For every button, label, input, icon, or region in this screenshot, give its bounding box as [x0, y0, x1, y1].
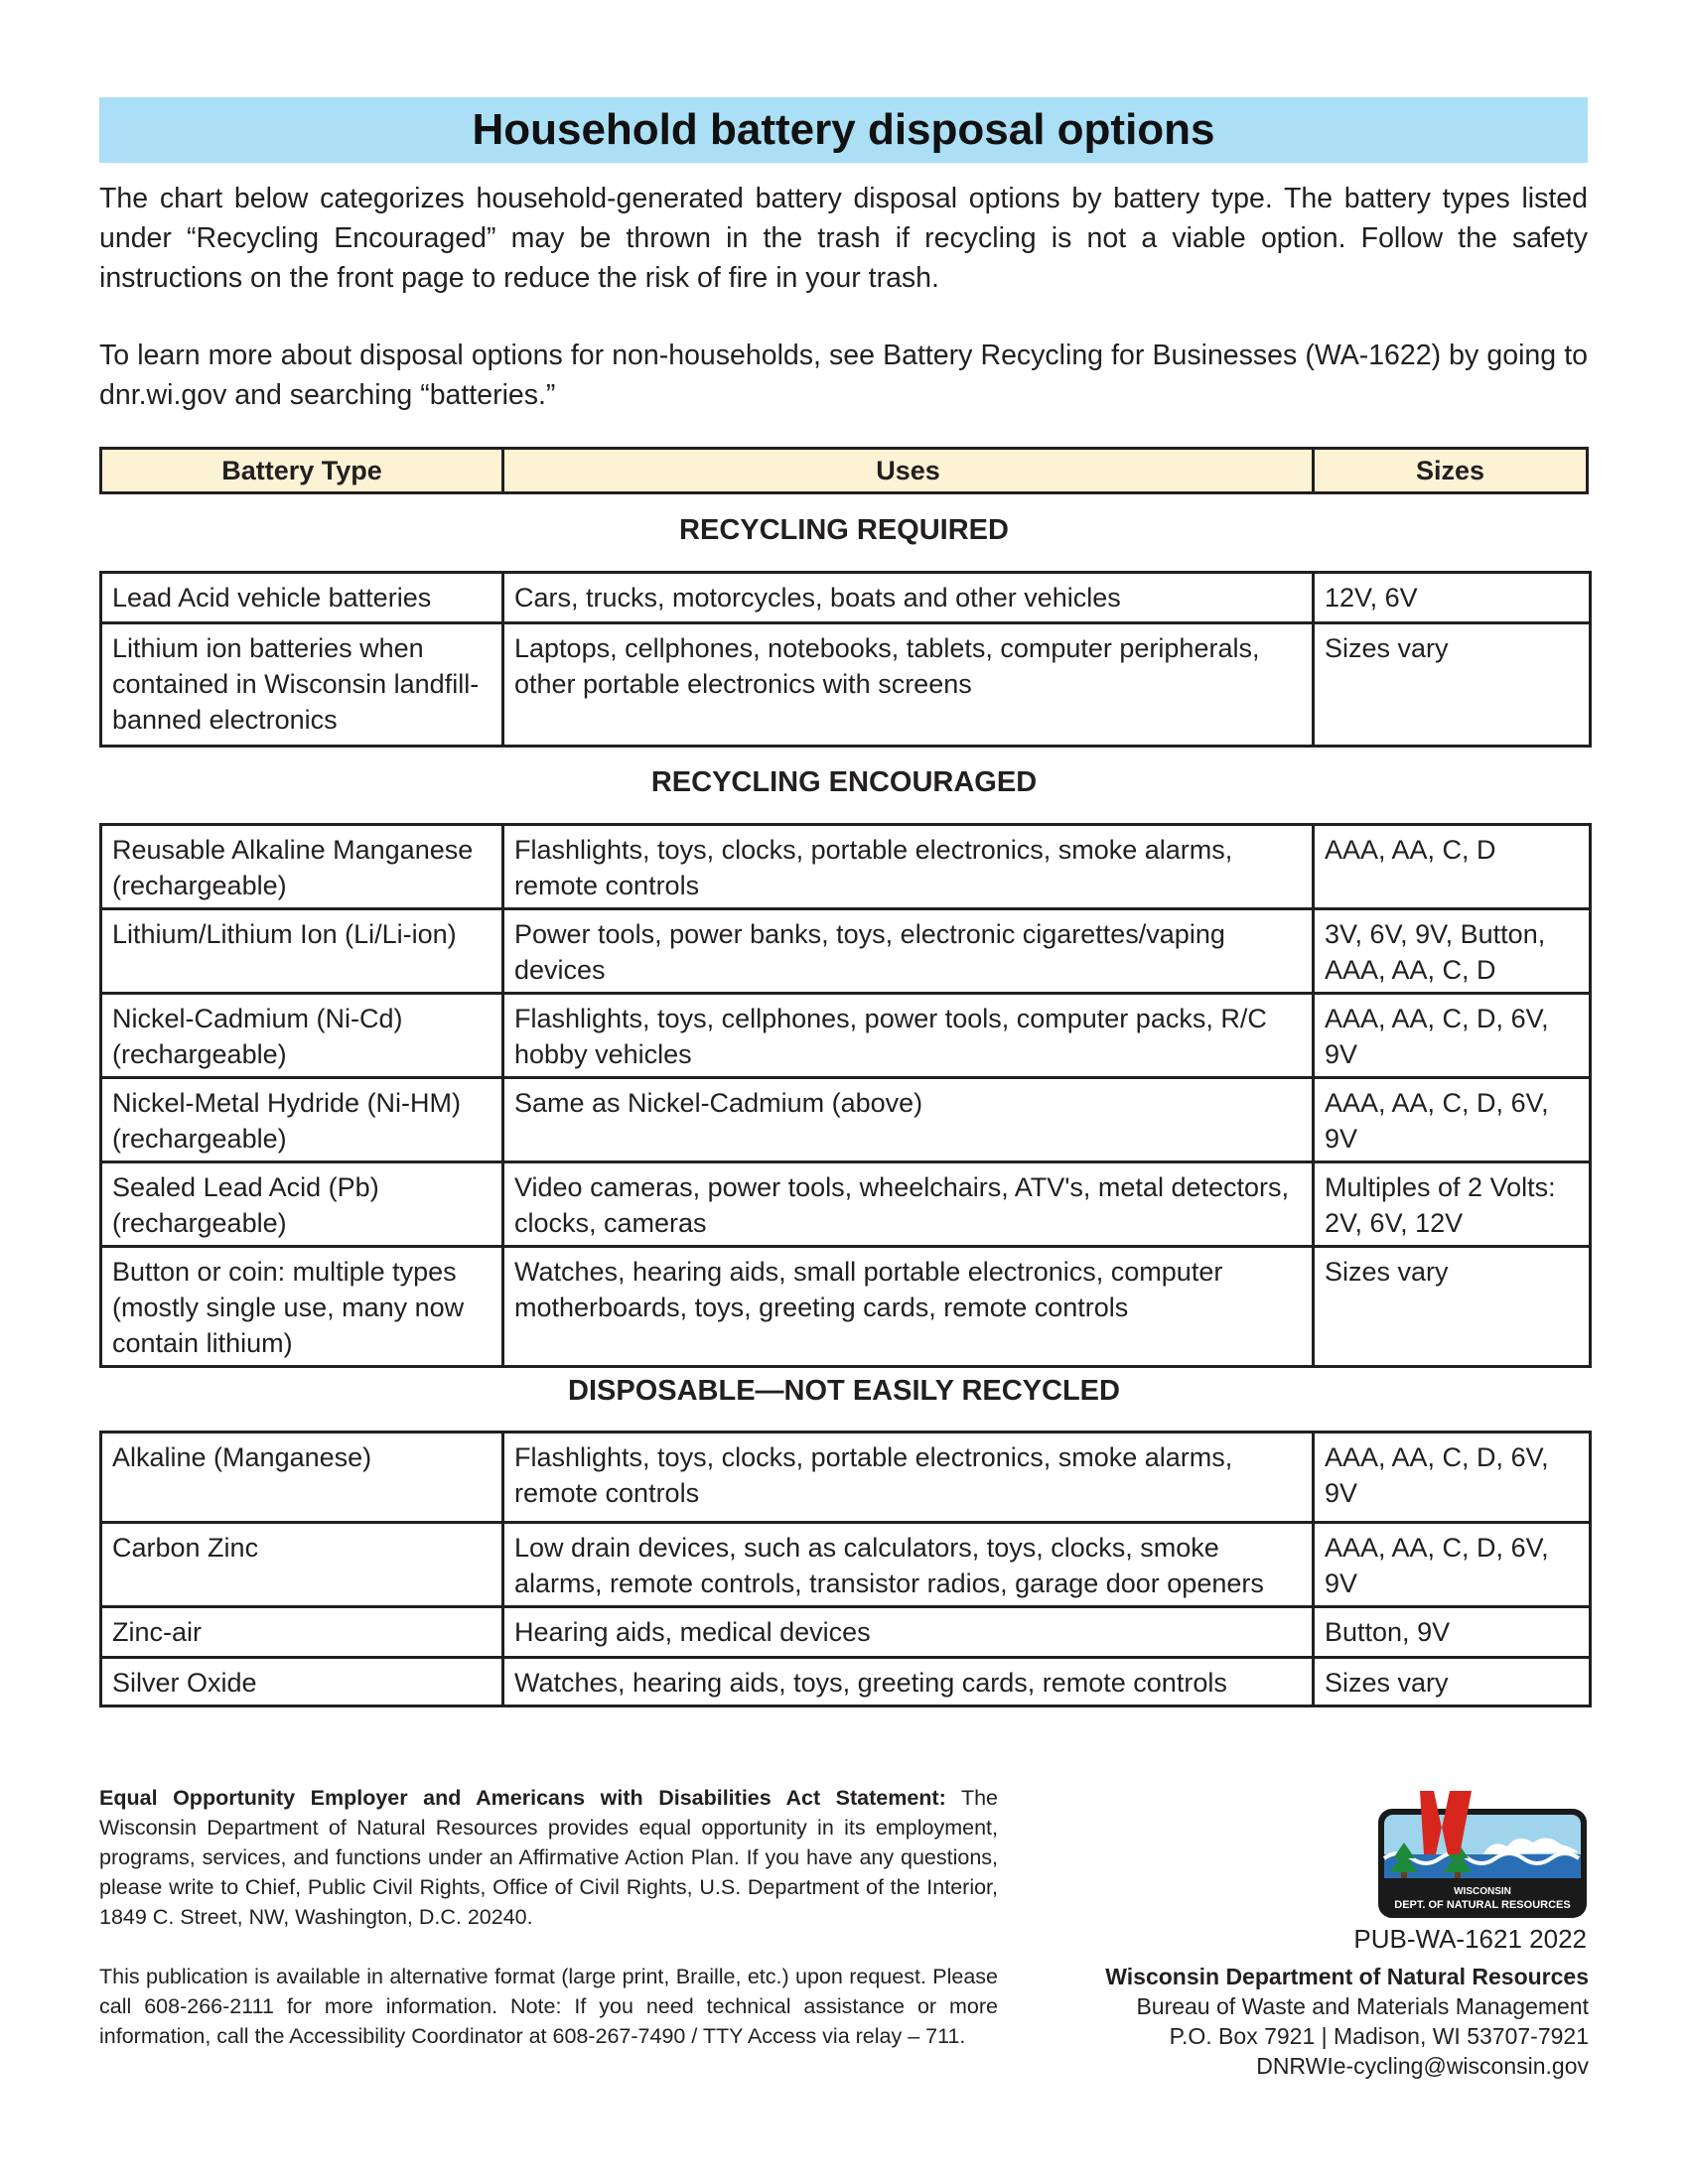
table-row [101, 1523, 1591, 1607]
cell-battery-type: Zinc-air [101, 1607, 503, 1658]
cell-sizes: 3V, 6V, 9V, Button, AAA, AA, C, D [1314, 909, 1591, 994]
table-recycling-encouraged [99, 823, 1592, 1368]
table-row [101, 994, 1591, 1078]
intro-paragraph: To learn more about disposal options for non-households, see Battery Recycling for Businesses (WA-1622) by going to dnr.wi.gov and searching “batteries.” [99, 340, 1588, 411]
cell-sizes: AAA, AA, C, D, 6V, 9V [1314, 1433, 1591, 1523]
eeo-text: The Wisconsin Department of Natural Resources provides equal opportunity in its employment, programs, services, and functions under an Affirmative Action Plan. If you have any questions, please write to Chief, Public Civil Rights, Office of Civil Rights, U.S. Department of the Interior, 1849 C. Street, NW, Washington, D.C. 20240. [99, 1786, 998, 1929]
cell-sizes: Sizes vary [1314, 623, 1591, 747]
cell-battery-type: Lead Acid vehicle batteries [101, 573, 503, 623]
cell-uses: Flashlights, toys, cellphones, power tools, computer packs, R/C hobby vehicles [503, 994, 1314, 1078]
cell-uses: Hearing aids, medical devices [503, 1607, 1314, 1658]
agency-contact [1105, 1962, 1589, 2081]
cell-sizes: Button, 9V [1314, 1607, 1591, 1658]
table-row [101, 825, 1591, 909]
cell-sizes: AAA, AA, C, D, 6V, 9V [1314, 994, 1591, 1078]
cell-battery-type: Alkaline (Manganese) [101, 1433, 503, 1523]
table-row [101, 1658, 1591, 1706]
table-header [99, 447, 1589, 494]
table-row [101, 909, 1591, 994]
cell-battery-type: Nickel-Metal Hydride (Ni-HM) (rechargeable) [101, 1078, 503, 1162]
cell-battery-type: Reusable Alkaline Manganese (rechargeable) [101, 825, 503, 909]
column-header-uses: Uses [504, 450, 1315, 491]
cell-uses: Video cameras, power tools, wheelchairs, ATV's, metal detectors, clocks, cameras [503, 1162, 1314, 1247]
cell-battery-type: Button or coin: multiple types (mostly single use, many now contain lithium) [101, 1247, 503, 1367]
svg-text:DEPT. OF NATURAL RESOURCES: DEPT. OF NATURAL RESOURCES [1394, 1899, 1571, 1911]
svg-text:WISCONSIN: WISCONSIN [1454, 1886, 1511, 1897]
section-title-recycling-encouraged: RECYCLING ENCOURAGED [650, 766, 1038, 798]
cell-uses: Flashlights, toys, clocks, portable electronics, smoke alarms, remote controls [503, 1433, 1314, 1523]
cell-uses: Low drain devices, such as calculators, toys, clocks, smoke alarms, remote controls, transistor radios, garage door openers [503, 1523, 1314, 1607]
section-title-recycling-required: RECYCLING REQUIRED [679, 514, 1009, 546]
table-row [101, 1247, 1591, 1367]
cell-sizes: Sizes vary [1314, 1658, 1591, 1706]
table-row [101, 573, 1591, 623]
cell-uses: Flashlights, toys, clocks, portable electronics, smoke alarms, remote controls [503, 825, 1314, 909]
cell-sizes: AAA, AA, C, D [1314, 825, 1591, 909]
cell-uses: Laptops, cellphones, notebooks, tablets, computer peripherals, other portable electronics with screens [503, 623, 1314, 747]
table-row [101, 623, 1591, 747]
publication-id: PUB-WA-1621 2022 [1353, 1924, 1587, 1954]
table-row [101, 1078, 1591, 1162]
cell-battery-type: Nickel-Cadmium (Ni-Cd) (rechargeable) [101, 994, 503, 1078]
eeo-statement [99, 1783, 998, 1932]
cell-battery-type: Carbon Zinc [101, 1523, 503, 1607]
cell-battery-type: Sealed Lead Acid (Pb) (rechargeable) [101, 1162, 503, 1247]
cell-sizes: AAA, AA, C, D, 6V, 9V [1314, 1078, 1591, 1162]
cell-uses: Watches, hearing aids, toys, greeting cards, remote controls [503, 1658, 1314, 1706]
alt-format-notice: This publication is available in alternative format (large print, Braille, etc.) upon request. Please call 608-266-2111 for more information. Note: If you need technical assistance or more information, call the Accessibility Coordinator at 608-267-7490 / TTY Access via relay – 711. [99, 1965, 998, 2048]
eeo-heading: Equal Opportunity Employer and Americans with Disabilities Act Statement: [99, 1786, 946, 1810]
cell-uses: Cars, trucks, motorcycles, boats and other vehicles [503, 573, 1314, 623]
wdnr-logo [1376, 1789, 1589, 1920]
cell-sizes: Multiples of 2 Volts: 2V, 6V, 12V [1314, 1162, 1591, 1247]
contact-email: DNRWIe-cycling@wisconsin.gov [1256, 2053, 1589, 2079]
cell-uses: Power tools, power banks, toys, electronic cigarettes/vaping devices [503, 909, 1314, 994]
mailing-address: P.O. Box 7921 | Madison, WI 53707-7921 [1169, 2023, 1589, 2049]
table-row [101, 1162, 1591, 1247]
table-row [101, 1433, 1591, 1523]
agency-name: Wisconsin Department of Natural Resources [1105, 1964, 1589, 1989]
cell-sizes: Sizes vary [1314, 1247, 1591, 1367]
page-title: Household battery disposal options [472, 105, 1215, 154]
cell-battery-type: Lithium ion batteries when contained in Wisconsin landfill-banned electronics [101, 623, 503, 747]
bureau-name: Bureau of Waste and Materials Management [1136, 1993, 1589, 2019]
cell-uses: Watches, hearing aids, small portable electronics, computer motherboards, toys, greeting cards, remote controls [503, 1247, 1314, 1367]
table-recycling-required [99, 571, 1592, 748]
cell-battery-type: Lithium/Lithium Ion (Li/Li-ion) [101, 909, 503, 994]
column-header-sizes: Sizes [1415, 455, 1485, 485]
column-header-battery-type: Battery Type [102, 450, 504, 491]
section-title-disposable: DISPOSABLE—NOT EASILY RECYCLED [568, 1375, 1120, 1407]
footer-statements [99, 1783, 998, 2051]
table-row [101, 1607, 1591, 1658]
cell-battery-type: Silver Oxide [101, 1658, 503, 1706]
cell-uses: Same as Nickel-Cadmium (above) [503, 1078, 1314, 1162]
cell-sizes: 12V, 6V [1314, 573, 1591, 623]
cell-sizes: AAA, AA, C, D, 6V, 9V [1314, 1523, 1591, 1607]
table-disposable [99, 1431, 1592, 1707]
intro-paragraph: The chart below categorizes household-generated battery disposal options by battery type. The battery types listed under “Recycling Encouraged” may be thrown in the trash if recycling is not a viable option. Follow the safety instructions on the front page to reduce the risk of fire in your trash. [99, 183, 1588, 294]
title-banner [99, 97, 1588, 163]
